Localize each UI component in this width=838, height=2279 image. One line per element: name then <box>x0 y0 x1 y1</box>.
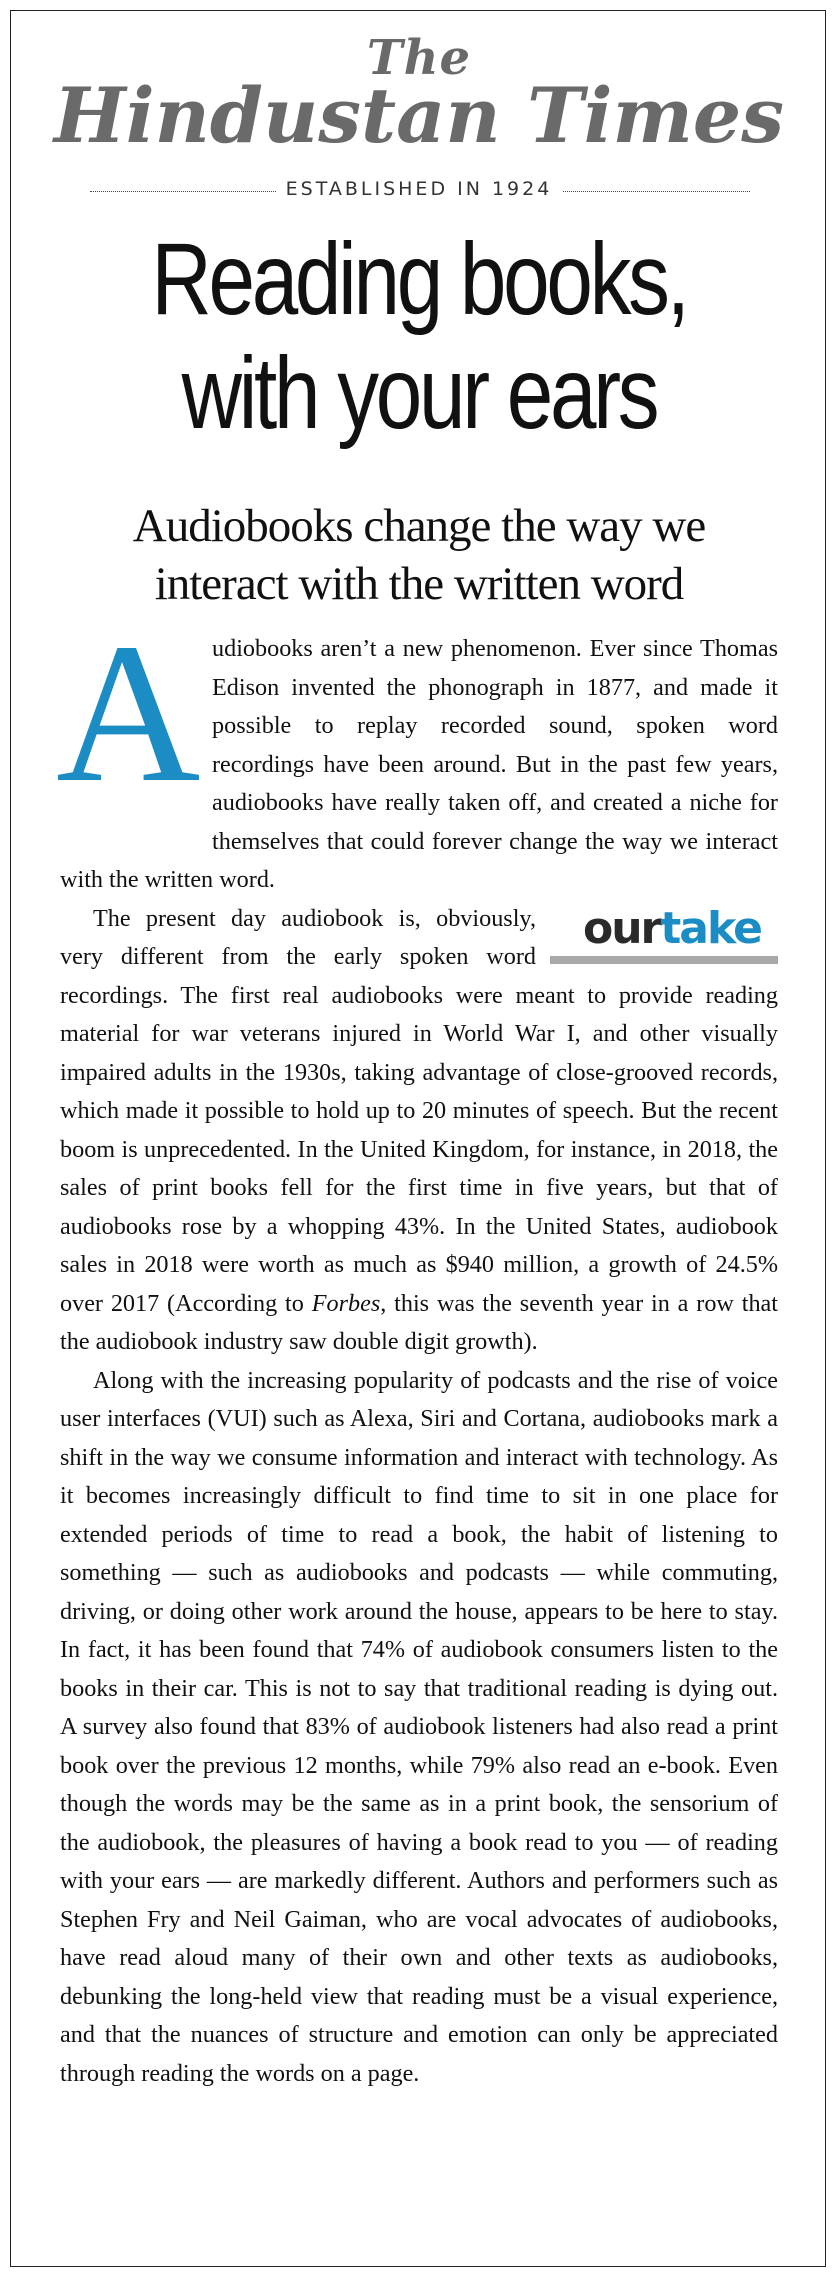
paragraph-2-text-b: , this was the seventh year in a row that the audiobook industry saw double digit growth). <box>60 1289 778 1355</box>
article-paragraph-1 <box>56 603 778 900</box>
established-text: ESTABLISHED IN 1924 <box>276 178 563 200</box>
article-body <box>56 603 778 2093</box>
article-paragraph-3: Along with the increasing popularity of podcasts and the rise of voice user interfaces (VUI) such as Alexa, Siri and Cortana, audiobooks mark a shift in the way we consume information and interact with technology. As it becomes increasingly difficult to find time to sit in one place for extended periods of time to read a book, the habit of listening to something — such as audiobooks and podcasts — while commuting, driving, or doing other work around the house, appears to be here to stay. In fact, it has been found that 74% of audiobook consumers listen to the books in their car. This is not to say that traditional reading is dying out. A survey also found that 83% of audiobook listeners had also read a print book over the previous 12 months, while 79% also read an e-book. Even though the words may be the same as in a print book, the sensorium of the audiobook, the pleasures of having a book read to you — of reading with your ears — are markedly different. Authors and performers such as Stephen Fry and Neil Gaiman, who are vocal advocates of audiobooks, have read aloud many of their own and other texts as audiobooks, debunking the long-held view that reading must be a visual experience, and that the nuances of structure and emotion can only be appreciated through reading the words on a page. <box>60 1366 778 2087</box>
ourtake-our: our <box>583 902 661 954</box>
paragraph-2-text-a: The present day audiobook is, obviously, very different from the early spoken word recordings. The first real audiobooks were meant to provide reading material for war veterans injured in World War I, and other visually impaired adults in the 1930s, taking advantage of close-grooved records, which made it possible to hold up to 20 minutes of speech. But the recent boom is unprecedented. In the United Kingdom, for instance, in 2018, the sales of print books fell for the first time in five years, but that of audiobooks rose by a whopping 43%. In the United States, audiobook sales in 2018 were worth as much as $940 million, a growth of 24.5% over 2017 (According to <box>60 904 778 1317</box>
article-paragraph-2 <box>60 900 778 1362</box>
masthead-title: Hindustan Times <box>53 71 785 160</box>
paragraph-1-text: udiobooks aren’t a new phenomenon. Ever since Thomas Edison invented the phonograph in 1877, and made it possible to replay recorded sound, spoken word recordings have been around. But in the past few years, audiobooks have really taken off, and created a niche for themselves that could forever change the way we interact with the written word. <box>60 635 778 893</box>
drop-cap: A <box>56 603 201 824</box>
subheadline-line-2: interact with the written word <box>154 558 684 610</box>
forbes-citation: Forbes <box>311 1289 381 1317</box>
ourtake-underline <box>550 956 778 964</box>
masthead-the: The <box>366 30 472 86</box>
subheadline <box>0 497 838 613</box>
headline <box>75 222 762 450</box>
subheadline-line-1: Audiobooks change the way we <box>132 500 706 552</box>
ourtake-logo <box>550 902 761 954</box>
ourtake-badge <box>550 904 778 966</box>
headline-line-2: with your ears <box>181 336 657 450</box>
masthead-established <box>0 178 838 200</box>
headline-line-1: Reading books, <box>151 222 687 336</box>
ourtake-take: take <box>660 902 761 954</box>
